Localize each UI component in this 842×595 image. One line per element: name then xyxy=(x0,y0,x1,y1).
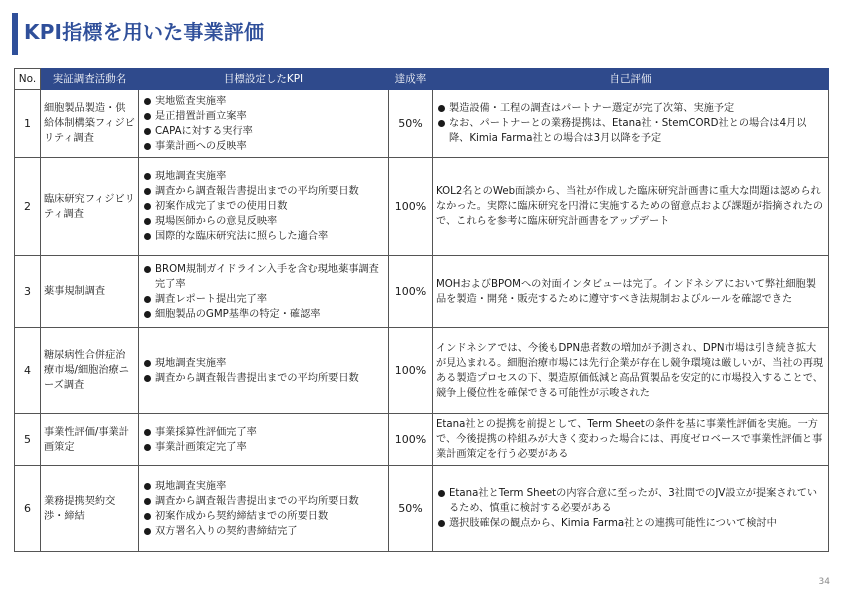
table-header-row xyxy=(15,69,829,90)
kpi-item: 調査から調査報告書提出までの平均所要日数 xyxy=(142,371,385,386)
kpi-item: 調査レポート提出完了率 xyxy=(142,292,385,307)
achievement-rate: 100% xyxy=(389,328,433,414)
table-row xyxy=(15,90,829,158)
self-evaluation xyxy=(433,90,829,158)
kpi-item: CAPAに対する実行率 xyxy=(142,124,385,139)
achievement-rate: 100% xyxy=(389,256,433,328)
kpi-item: 調査から調査報告書提出までの平均所要日数 xyxy=(142,184,385,199)
kpi-list xyxy=(139,414,389,466)
activity-name: 薬事規制調査 xyxy=(41,256,139,328)
activity-name: 臨床研究フィジビリティ調査 xyxy=(41,158,139,256)
header-no: No. xyxy=(15,69,41,90)
eval-item: 製造設備・工程の調査はパートナー選定が完了次第、実施予定 xyxy=(436,101,825,116)
kpi-item: 初案作成から契約締結までの所要日数 xyxy=(142,509,385,524)
header-kpi: 目標設定したKPI xyxy=(139,69,389,90)
row-number: 4 xyxy=(15,328,41,414)
table-row xyxy=(15,328,829,414)
kpi-item: BROM規制ガイドライン入手を含む現地薬事調査完了率 xyxy=(142,262,385,292)
achievement-rate: 100% xyxy=(389,158,433,256)
kpi-item: 実地監査実施率 xyxy=(142,94,385,109)
kpi-table xyxy=(14,68,829,552)
kpi-item: 調査から調査報告書提出までの平均所要日数 xyxy=(142,494,385,509)
row-number: 5 xyxy=(15,414,41,466)
activity-name: 細胞製品製造・供給体制構築フィジビリティ調査 xyxy=(41,90,139,158)
header-eval: 自己評価 xyxy=(433,69,829,90)
header-activity: 実証調査活動名 xyxy=(41,69,139,90)
row-number: 2 xyxy=(15,158,41,256)
kpi-item: 双方署名入りの契約書締結完了 xyxy=(142,524,385,539)
self-evaluation xyxy=(433,466,829,552)
kpi-item: 是正措置計画立案率 xyxy=(142,109,385,124)
kpi-list xyxy=(139,466,389,552)
kpi-list xyxy=(139,328,389,414)
kpi-item: 事業計画策定完了率 xyxy=(142,440,385,455)
table-row xyxy=(15,158,829,256)
kpi-item: 細胞製品のGMP基準の特定・確認率 xyxy=(142,307,385,322)
page-number: 34 xyxy=(818,577,830,587)
kpi-item: 現地調査実施率 xyxy=(142,479,385,494)
achievement-rate: 50% xyxy=(389,90,433,158)
kpi-item: 国際的な臨床研究法に照らした適合率 xyxy=(142,229,385,244)
achievement-rate: 50% xyxy=(389,466,433,552)
activity-name: 糖尿病性合併症治療市場/細胞治療ニーズ調査 xyxy=(41,328,139,414)
page-title: KPI指標を用いた事業評価 xyxy=(24,20,265,44)
eval-item: Etana社とTerm Sheetの内容合意に至ったが、3社間でのJV設立が提案されているため、慎重に検討する必要がある xyxy=(436,486,825,516)
header-rate: 達成率 xyxy=(389,69,433,90)
self-evaluation: KOL2名とのWeb面談から、当社が作成した臨床研究計画書に重大な問題は認められなかった。実際に臨床研究を円滑に実施するための留意点および課題が指摘されたので、これらを参考に臨床研究計画書をアップデート xyxy=(433,158,829,256)
row-number: 1 xyxy=(15,90,41,158)
eval-item: 選択肢確保の観点から、Kimia Farma社との連携可能性について検討中 xyxy=(436,516,825,531)
title-accent-bar xyxy=(12,13,18,55)
row-number: 6 xyxy=(15,466,41,552)
table-row xyxy=(15,466,829,552)
table-row xyxy=(15,256,829,328)
kpi-item: 初案作成完了までの使用日数 xyxy=(142,199,385,214)
activity-name: 業務提携契約交渉・締結 xyxy=(41,466,139,552)
row-number: 3 xyxy=(15,256,41,328)
kpi-item: 事業採算性評価完了率 xyxy=(142,425,385,440)
kpi-list xyxy=(139,256,389,328)
kpi-list xyxy=(139,158,389,256)
self-evaluation: インドネシアでは、今後もDPN患者数の増加が予測され、DPN市場は引き続き拡大が見込まれる。細胞治療市場には先行企業が存在し競争環境は厳しいが、当社の再現ある製造プロセスの下、製造原価低減と高品質製品を安定的に市場投入することで、競争上優位性を確保できる可能性が示唆された xyxy=(433,328,829,414)
achievement-rate: 100% xyxy=(389,414,433,466)
eval-item: なお、パートナーとの業務提携は、Etana社・StemCORD社との場合は4月以降、Kimia Farma社との場合は3月以降を予定 xyxy=(436,116,825,146)
kpi-item: 現地調査実施率 xyxy=(142,169,385,184)
self-evaluation: MOHおよびBPOMへの対面インタビューは完了。インドネシアにおいて弊社細胞製品を製造・開発・販売するために遵守すべき法規制およびルールを確認できた xyxy=(433,256,829,328)
kpi-item: 現地調査実施率 xyxy=(142,356,385,371)
kpi-item: 現場医師からの意見反映率 xyxy=(142,214,385,229)
kpi-item: 事業計画への反映率 xyxy=(142,139,385,154)
kpi-list xyxy=(139,90,389,158)
table-row xyxy=(15,414,829,466)
activity-name: 事業性評価/事業計画策定 xyxy=(41,414,139,466)
self-evaluation: Etana社との提携を前提として、Term Sheetの条件を基に事業性評価を実施。一方で、今後提携の枠組みが大きく変わった場合には、再度ゼロベースで事業性評価と事業計画策定を行う必要がある xyxy=(433,414,829,466)
